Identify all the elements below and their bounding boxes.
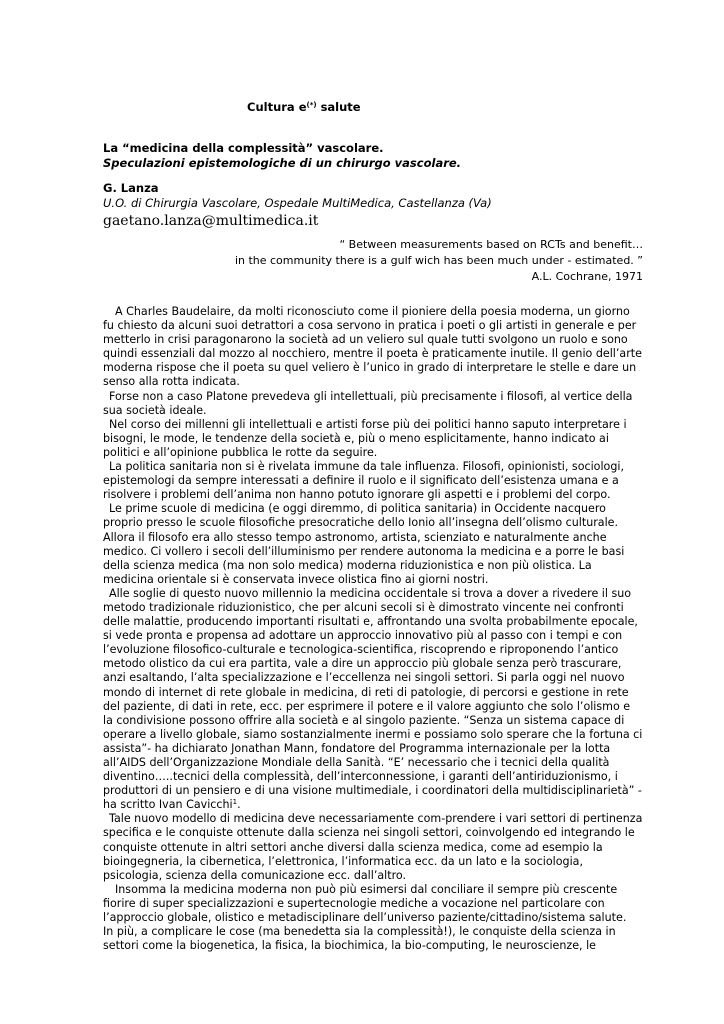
body-paragraph: Insomma la medicina moderna non può più esimersi dal conciliare il sempre più crescente fiorire di super specializzazioni e supertecnologie mediche a vocazione nel particolare con l’approccio globale, olistico e metadisciplinare dell’universo paziente/cittadino/sistema salute. <box>103 882 627 925</box>
body-paragraph: In più, a complicare le cose (ma benedetta sia la complessità!), le conquiste della scienza in settori come la biogenetica, la fisica, la biochimica, la bio-computing, le neuroscienze, le <box>103 925 616 953</box>
body-paragraph: Tale nuovo modello di medicina deve necessariamente com-prendere i vari settori di pertinenza specifica e le conquiste ottenute dalla scienza nei singoli settori, coinvolgendo ed integrando le conquiste ottenute in altri settori anche diversi dalla scienza medica, come ad esempio la bioingegneria, la cibernetica, l’elettronica, l’informatica ecc. da un lato e la sociologia, psicologia, scienza della comunicazione ecc. dall’altro. <box>103 812 643 882</box>
author-email: gaetano.lanza@multimedica.it <box>103 213 319 229</box>
section-title-suffix: salute <box>316 100 361 114</box>
article-title-line: La “medicina della complessità” vascolare. <box>103 141 384 155</box>
epigraph-line: “ Between measurements based on RCTs and benefit… <box>339 238 643 251</box>
author-name: G. Lanza <box>103 181 159 195</box>
section-title <box>247 100 361 114</box>
article-subtitle: Speculazioni epistemologiche di un chirurgo vascolare. <box>103 156 462 170</box>
body-paragraph: La politica sanitaria non si è rivelata immune da tale influenza. Filosofi, opinionisti, sociologi, epistemologi da sempre interessati a definire il ruolo e il significato dell’esistenza umana e a risolvere i problemi dell’anima non hanno potuto ignorare gli aspetti e i problemi del corpo. <box>103 460 624 502</box>
section-title-prefix: Cultura e <box>247 100 307 114</box>
author-affiliation: U.O. di Chirurgia Vascolare, Ospedale MultiMedica, Castellanza (Va) <box>103 196 492 210</box>
epigraph-line: in the community there is a gulf wich has been much under - estimated. ” <box>234 254 643 267</box>
author-block <box>103 181 663 231</box>
epigraph-attribution: A.L. Cochrane, 1971 <box>531 270 643 283</box>
article-title <box>103 141 663 171</box>
body-paragraph: A Charles Baudelaire, da molti riconosciuto come il pioniere della poesia moderna, un giorno fu chiesto da alcuni suoi detrattori a cosa servono in pratica i poeti o gli artisti in generale e per metterlo in crisi paragonarono la società ad un veliero sul quale tutti svolgono un ruolo e sono quindi essenziali dal mozzo al nocchiero, mentre il poeta è praticamente inutile. Il genio dell’arte moderna rispose che il poeta su quel veliero è l’unico in grado di interpretare le stelle e dare un senso alla rotta indicata. <box>103 305 642 389</box>
body-paragraph: Nel corso dei millenni gli intellettuali e artisti forse più dei politici hanno saputo interpretare i bisogni, le mode, le tendenze della società e, più o meno esplicitamente, hanno indicato ai politici e all’opinione pubblica le rotte da seguire. <box>103 417 627 459</box>
body-paragraph-text: . <box>237 798 241 812</box>
body-paragraph: Le prime scuole di medicina (e oggi diremmo, di politica sanitaria) in Occidente nacquero proprio presso le scuole filosofiche presocratiche dello Ionio all’insegna dell’olismo culturale. Allora il filosofo era allo stesso tempo astronomo, artista, scienziato e naturalmente anche medico. Ci vollero i secoli dell’illuminismo per rendere autonoma la medicina e a porre le basi della scienza medica (ma non solo medica) moderna riduzionistica e non più olistica. La medicina orientale si è conservata invece olistica fino ai giorni nostri. <box>103 502 625 586</box>
body-paragraph: Forse non a caso Platone prevedeva gli intellettuali, più precisamente i filosofi, al vertice della sua società ideale. <box>103 389 633 417</box>
body-paragraph-text: Alle soglie di questo nuovo millennio la medicina occidentale si trova a dover a rivedere il suo metodo tradizionale riduzionistico, che per alcuni secoli si è dimostrato vincente nei confronti delle malattie, producendo importanti risultati e, affrontando una svolta probabilmente epocale, si vede pronta e propensa ad adottare un approccio innovativo più al passo con i tempi e con l’evoluzione filosofico-culturale e tecnologica-scientifica, riscoprendo e riproponendo l’antico metodo olistico da cui era partita, vale a dire un approccio più globale senza però trascurare, anzi esaltando, l’alta specializzazione e l’eccellenza nei singoli settori. Si parla oggi nel nuovo mondo di internet di rete globale in medicina, di reti di patologie, di percorsi e gestione in rete del paziente, di dati in rete, ecc. per esprimere il potere e il valore aggiunto che solo l’olismo e la condivisione possono offrire alla società e al singolo paziente. “Senza un sistema capace di operare a livello globale, siamo sostanzialmente inermi e possiamo solo sperare che la fortuna ci assista”- ha dichiarato Jonathan Mann, fondatore del Programma internazionale per la lotta all’AIDS dell’Organizzazione Mondiale della Sanità. “E’ necessario che i tecnici della qualità diventino…..tecnici della complessità, dell’interconnessione, i garanti dell’antiriduzionismo, i produttori di un pensiero e di una visione multimediale, i coordinatori della multidisciplinarietà” - ha scritto Ivan Cavicchi <box>103 586 643 812</box>
footnote-marker: 1 <box>232 798 238 807</box>
epigraph <box>123 237 643 285</box>
body-paragraph <box>103 587 643 813</box>
article-body <box>103 305 643 953</box>
section-title-superscript: (*) <box>306 101 317 109</box>
